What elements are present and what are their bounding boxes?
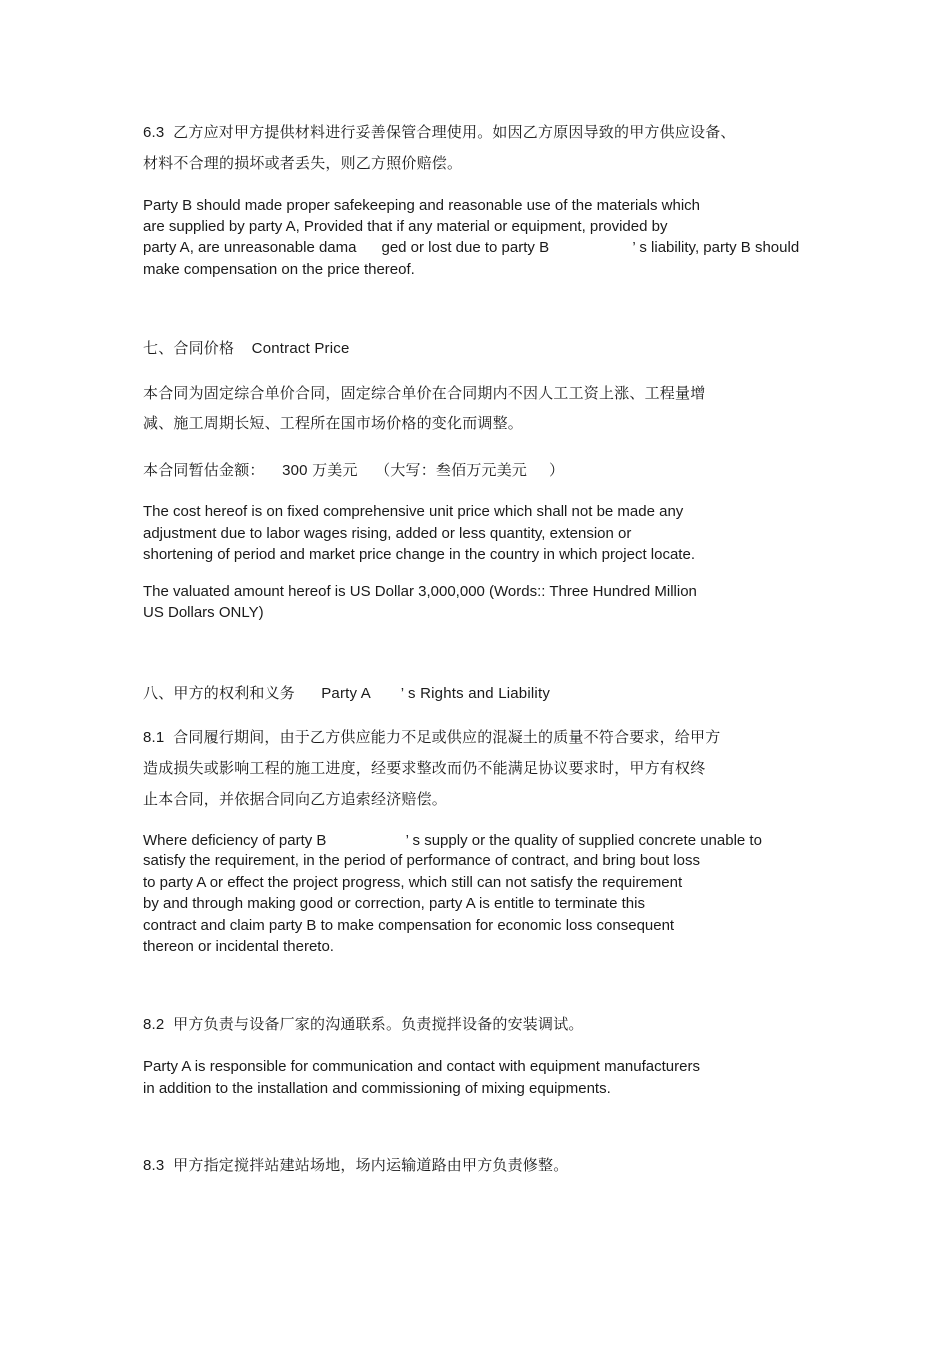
clause-8-1-zh-line-3: 止本合同，并依据合同向乙方追索经济赔偿。 bbox=[143, 791, 448, 808]
clause-8-2-en-line-2: in addition to the installation and commissioning of mixing equipments. bbox=[143, 1080, 611, 1097]
clause-6-3-en-line-4: make compensation on the price thereof. bbox=[143, 261, 415, 278]
clause-8-1-en-line-1: Where deficiency of party B ’ s supply or the quality of supplied concrete unable to bbox=[143, 832, 762, 849]
clause-8-1-en-line-3: to party A or effect the project progress, which still can not satisfy the requirement bbox=[143, 874, 683, 891]
section-7-en-line-3: shortening of period and market price change in the country in which project locate. bbox=[143, 546, 695, 563]
section-8-heading: 八、甲方的权利和义务 Party A ’ s Rights and Liability bbox=[143, 685, 551, 702]
clause-8-1-en-line-6: thereon or incidental thereto. bbox=[143, 938, 334, 955]
clause-8-1-en-line-5: contract and claim party B to make compensation for economic loss consequent bbox=[143, 917, 675, 934]
clause-6-3-en-line-3: party A, are unreasonable dama ged or lost due to party B ’ s liability, party B should bbox=[143, 239, 800, 256]
clause-8-1-zh-line-2: 造成损失或影响工程的施工进度，经要求整改而仍不能满足协议要求时，甲方有权终 bbox=[143, 760, 706, 777]
clause-8-1-zh-line-1: 8.1 合同履行期间，由于乙方供应能力不足或供应的混凝土的质量不符合要求，给甲方 bbox=[143, 729, 721, 746]
valuated-amount-line-2: US Dollars ONLY) bbox=[143, 604, 264, 621]
clause-6-3-zh-line-2: 材料不合理的损坏或者丢失，则乙方照价赔偿。 bbox=[143, 155, 463, 172]
section-7-zh-line-2: 减、施工周期长短、工程所在国市场价格的变化而调整。 bbox=[143, 415, 524, 432]
section-7-zh-line-1: 本合同为固定综合单价合同，固定综合单价在合同期内不因人工工资上涨、工程量增 bbox=[143, 385, 706, 402]
clause-6-3-zh-line-1: 6.3 乙方应对甲方提供材料进行妥善保管合理使用。如因乙方原因导致的甲方供应设备、 bbox=[143, 124, 736, 141]
section-7-en-line-1: The cost hereof is on fixed comprehensive unit price which shall not be made any bbox=[143, 503, 684, 520]
clause-6-3-en-line-1: Party B should made proper safekeeping and reasonable use of the materials which bbox=[143, 197, 700, 214]
clause-8-2-en-line-1: Party A is responsible for communication and contact with equipment manufacturers bbox=[143, 1058, 700, 1075]
section-7-heading: 七、合同价格 Contract Price bbox=[143, 340, 350, 357]
valuated-amount-line-1: The valuated amount hereof is US Dollar 3,000,000 (Words:: Three Hundred Million bbox=[143, 583, 697, 600]
estimated-amount-line: 本合同暂估金额： 300 万美元 （大写：叁佰万元美元 ） bbox=[143, 462, 565, 479]
clause-8-1-en-line-4: by and through making good or correction, party A is entitle to terminate this bbox=[143, 895, 645, 912]
clause-8-1-en-line-2: satisfy the requirement, in the period of performance of contract, and bring bout loss bbox=[143, 852, 700, 869]
section-7-en-line-2: adjustment due to labor wages rising, added or less quantity, extension or bbox=[143, 525, 632, 542]
clause-6-3-en-line-2: are supplied by party A, Provided that if any material or equipment, provided by bbox=[143, 218, 668, 235]
clause-8-3-zh: 8.3 甲方指定搅拌站建站场地，场内运输道路由甲方负责修整。 bbox=[143, 1157, 569, 1174]
clause-8-2-zh: 8.2 甲方负责与设备厂家的沟通联系。负责搅拌设备的安装调试。 bbox=[143, 1016, 584, 1033]
